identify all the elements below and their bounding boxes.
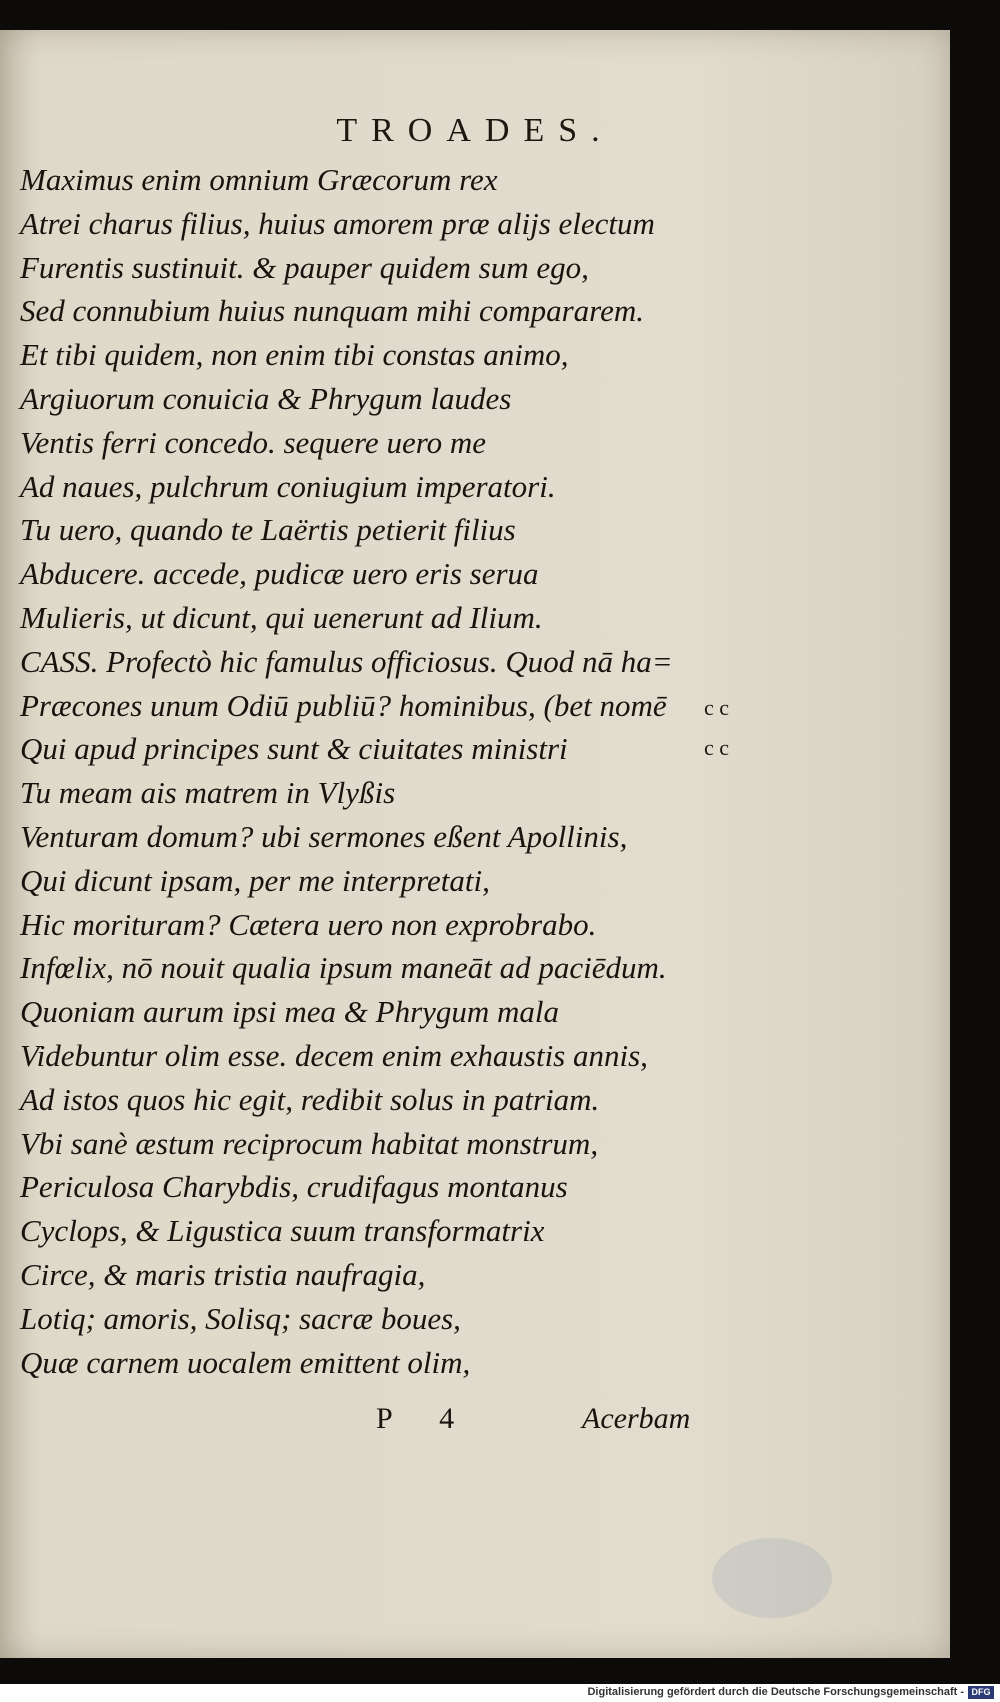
text-line: CASS. Profectò hic famulus officiosus. Quod nā ha=	[20, 643, 673, 679]
text-line: Quæ carnem uocalem emittent olim,	[20, 1344, 471, 1380]
margin-mark: c c	[704, 735, 730, 760]
text-block	[20, 158, 900, 1384]
text-line: Vbi sanè æstum reciprocum habitat monstrum,	[20, 1125, 599, 1161]
catchword: Acerbam	[582, 1402, 691, 1435]
text-line: Infœlix, nō nouit qualia ipsum maneāt ad paciēdum.	[20, 950, 667, 986]
digitization-credit: Digitalisierung gefördert durch die Deutsche Forschungsgemeinschaft -	[587, 1686, 964, 1698]
margin-quote-marks	[704, 688, 729, 768]
margin-mark: c c	[704, 695, 730, 720]
text-line: Videbuntur olim esse. decem enim exhaustis annis,	[20, 1037, 648, 1073]
dfg-logo-icon: DFG	[968, 1686, 994, 1699]
text-line: Ad istos quos hic egit, redibit solus in patriam.	[20, 1081, 600, 1117]
text-line: Quoniam aurum ipsi mea & Phrygum mala	[20, 994, 560, 1030]
text-line: Ventis ferri concedo. sequere uero me	[20, 424, 487, 460]
signature-mark: P 4	[376, 1402, 475, 1435]
book-page	[0, 30, 950, 1658]
running-head: TROADES.	[336, 112, 614, 149]
text-line: Sed connubium huius nunquam mihi compararem.	[20, 293, 644, 329]
text-line: Tu meam ais matrem in Vlyßis	[20, 775, 396, 811]
library-stamp	[712, 1538, 832, 1618]
text-line: Et tibi quidem, non enim tibi constas animo,	[20, 337, 569, 373]
text-line: Mulieris, ut dicunt, qui uenerunt ad Ilium.	[20, 599, 543, 635]
text-line: Venturam domum? ubi sermones eßent Apollinis,	[20, 818, 628, 854]
text-line: Præcones unum Odiū publiū? hominibus, (bet nomē	[20, 687, 667, 723]
text-line: Qui dicunt ipsam, per me interpretati,	[20, 862, 490, 898]
text-line: Atrei charus filius, huius amorem præ alijs electum	[20, 205, 655, 241]
text-line: Qui apud principes sunt & ciuitates ministri	[20, 731, 568, 767]
text-line: Circe, & maris tristia naufragia,	[20, 1256, 426, 1292]
text-line: Tu uero, quando te Laërtis petierit filius	[20, 512, 516, 548]
text-line: Ad naues, pulchrum coniugium imperatori.	[20, 468, 556, 504]
text-line: Cyclops, & Ligustica suum transformatrix	[20, 1213, 545, 1249]
text-line: Maximus enim omnium Græcorum rex	[20, 162, 498, 197]
text-line: Hic morituram? Cætera uero non exprobrabo.	[20, 906, 597, 942]
text-line: Abducere. accede, pudicæ uero eris serua	[20, 556, 539, 592]
text-line: Furentis sustinuit. & pauper quidem sum ego,	[20, 249, 589, 285]
text-line: Argiuorum conuicia & Phrygum laudes	[20, 380, 512, 416]
text-line: Lotiq; amoris, Solisq; sacræ boues,	[20, 1300, 461, 1336]
text-line: Periculosa Charybdis, crudifagus montanus	[20, 1169, 568, 1205]
